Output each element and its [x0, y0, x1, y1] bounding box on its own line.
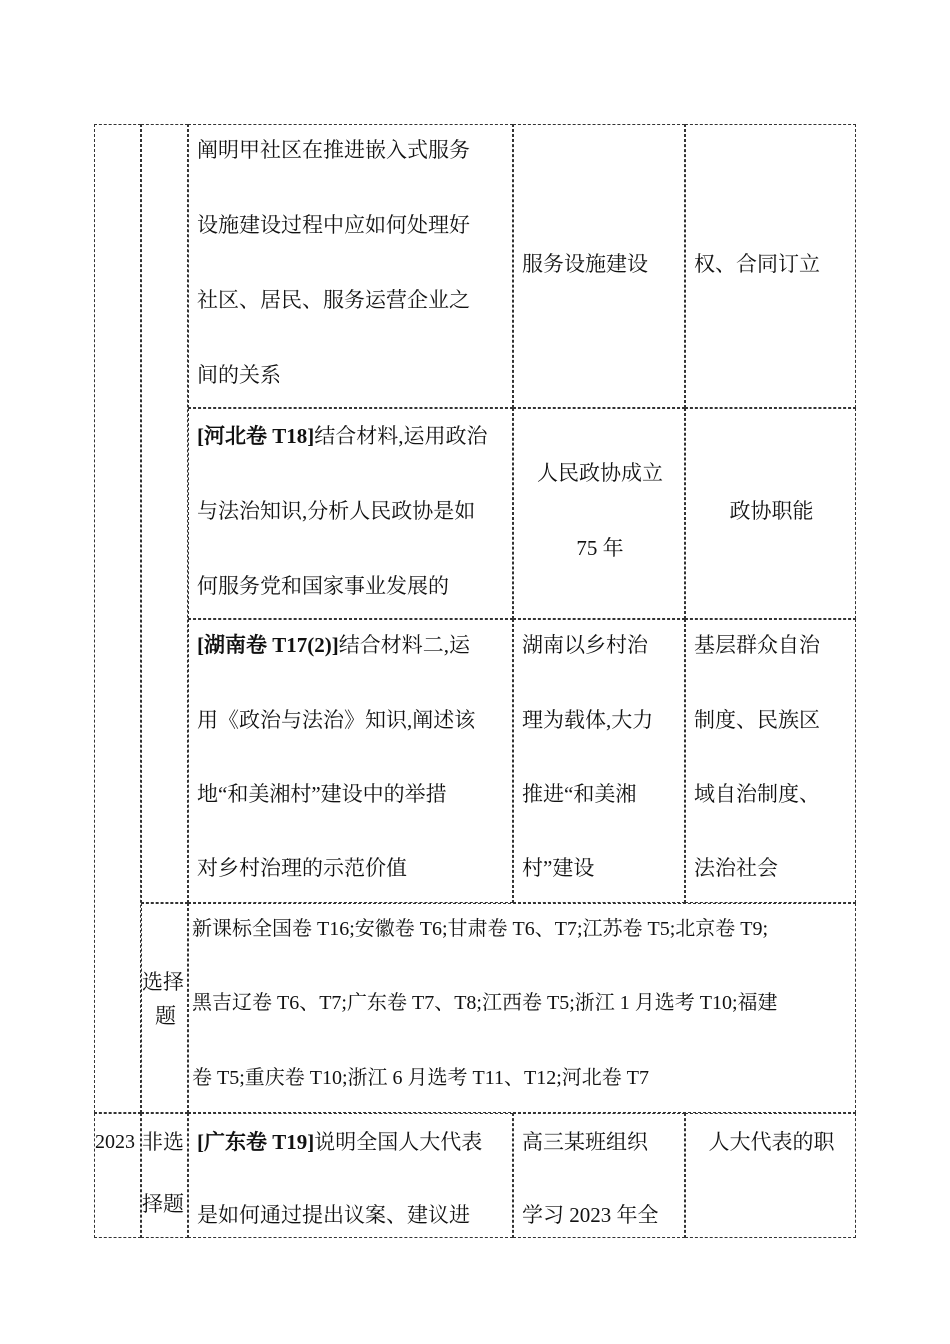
- question-text: 结合材料二,运: [338, 633, 470, 657]
- material-cell-row1: [513, 124, 685, 408]
- year-cell-2023: [94, 1113, 141, 1238]
- question-cell-row1: [188, 124, 513, 408]
- exam-question-table: [94, 124, 856, 1238]
- knowledge-line: 权、合同订立: [694, 252, 820, 276]
- knowledge-line: 法治社会: [694, 856, 778, 880]
- knowledge-line: 人大代表的职: [708, 1130, 835, 1154]
- question-line: 用《政治与法治》知识,阐述该: [197, 708, 476, 732]
- question-line: 是如何通过提出议案、建议进: [197, 1203, 470, 1227]
- question-source-tag: [河北卷 T18]: [197, 424, 315, 448]
- knowledge-line: 制度、民族区: [694, 708, 820, 732]
- knowledge-cell-2023: [685, 1113, 856, 1238]
- type-label-line: 择题: [142, 1192, 184, 1216]
- material-line: 75 年: [576, 536, 624, 560]
- material-line: 人民政协成立: [537, 461, 663, 485]
- question-line: 设施建设过程中应如何处理好: [197, 213, 470, 237]
- knowledge-line: 政协职能: [729, 499, 814, 523]
- choice-question-line: 黑吉辽卷 T6、T7;广东卷 T7、T8;江西卷 T5;浙江 1 月选考 T10;福建: [192, 992, 778, 1014]
- material-line: 推进“和美湘: [522, 782, 637, 806]
- knowledge-cell-row1: [685, 124, 856, 408]
- type-cell-2023: [141, 1113, 188, 1238]
- material-cell-row2: [513, 408, 685, 619]
- year-label: 2023: [95, 1131, 135, 1153]
- knowledge-line: 基层群众自治: [694, 633, 820, 657]
- question-line: 社区、居民、服务运营企业之: [197, 288, 470, 312]
- material-line: 学习 2023 年全: [522, 1203, 659, 1227]
- knowledge-cell-row3: [685, 619, 856, 903]
- material-line: 湖南以乡村治: [522, 633, 648, 657]
- question-text: 结合材料,运用政治: [314, 424, 488, 448]
- question-cell-2023: [188, 1113, 513, 1238]
- question-line: [197, 399, 488, 473]
- question-line: 何服务党和国家事业发展的: [197, 574, 449, 598]
- question-source-tag: [广东卷 T19]: [197, 1130, 315, 1154]
- year-cell-2024: [94, 124, 141, 1113]
- knowledge-cell-row2: [685, 408, 856, 619]
- type-cell-nonchoice: [141, 124, 188, 903]
- knowledge-line: 域自治制度、: [694, 782, 820, 806]
- type-label-line: 题: [155, 1004, 176, 1028]
- material-line: 服务设施建设: [522, 252, 648, 276]
- question-line: 与法治知识,分析人民政协是如: [197, 499, 476, 523]
- question-text: 说明全国人大代表: [314, 1130, 483, 1154]
- question-line: 对乡村治理的示范价值: [197, 856, 407, 880]
- question-source-tag: [湖南卷 T17(2)]: [197, 633, 339, 657]
- question-cell-row3: [188, 619, 513, 903]
- question-line: [197, 608, 470, 682]
- question-cell-row2: [188, 408, 513, 619]
- material-line: 高三某班组织: [522, 1130, 648, 1154]
- type-label-line: 选择: [142, 970, 184, 994]
- question-line: 间的关系: [197, 363, 281, 387]
- question-line: [197, 1105, 482, 1179]
- question-line: 阐明甲社区在推进嵌入式服务: [197, 138, 470, 162]
- material-line: 理为载体,大力: [522, 708, 654, 732]
- question-line: 地“和美湘村”建设中的举措: [197, 782, 447, 806]
- material-line: 村”建设: [522, 856, 595, 880]
- choice-question-line: 新课标全国卷 T16;安徽卷 T6;甘肃卷 T6、T7;江苏卷 T5;北京卷 T9;: [192, 918, 769, 940]
- type-cell-choice: [141, 903, 188, 1113]
- material-cell-row3: [513, 619, 685, 903]
- material-cell-2023: [513, 1113, 685, 1238]
- type-label-line: 非选: [142, 1130, 184, 1154]
- choice-question-line: 卷 T5;重庆卷 T10;浙江 6 月选考 T11、T12;河北卷 T7: [192, 1067, 650, 1089]
- choice-questions-cell: [188, 903, 856, 1113]
